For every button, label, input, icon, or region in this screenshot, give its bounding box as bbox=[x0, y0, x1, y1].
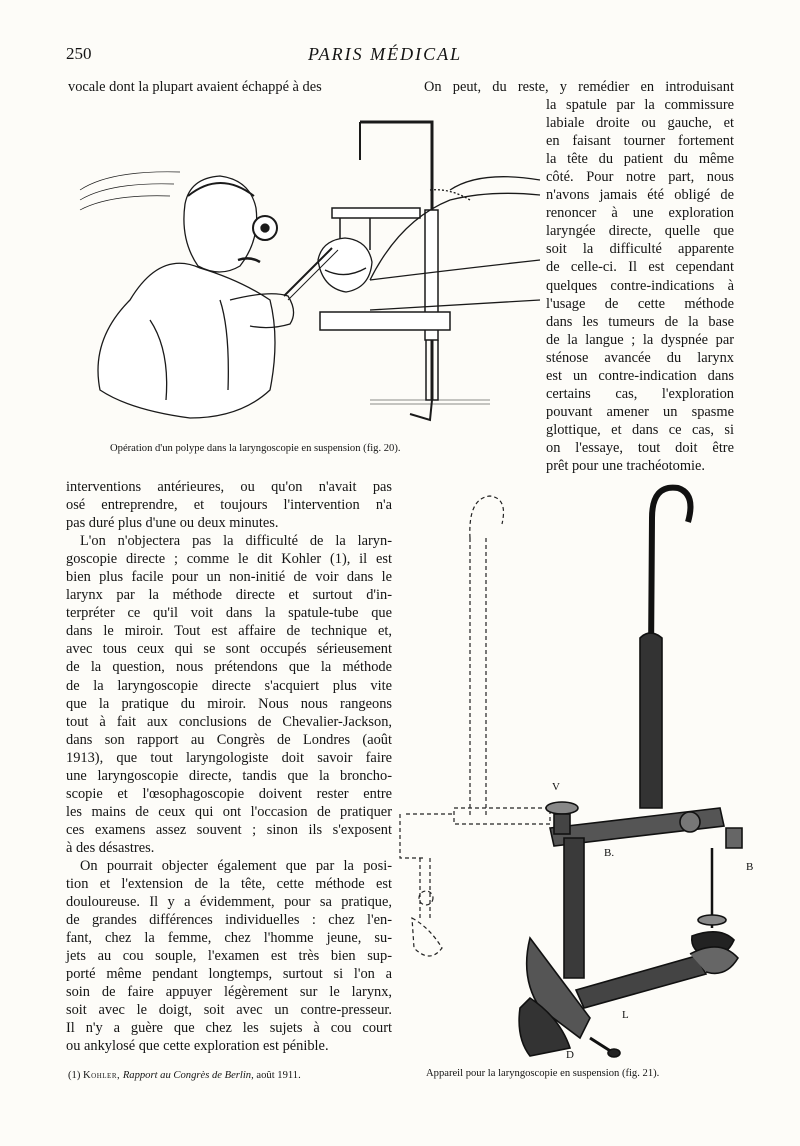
text-line: les mains de ceux qui ont l'occasion de pratiquer bbox=[66, 803, 392, 820]
text-line: de grandes différences individuelles : chez l'en- bbox=[66, 912, 392, 929]
text-line: bien plus facile pour un non-initié de voir dans le bbox=[66, 569, 392, 586]
text-line: on l'essaye, tout doit être bbox=[546, 439, 734, 456]
text-line: une laryngoscopie directe, tandis que la broncho- bbox=[66, 767, 392, 784]
fig21-illustration bbox=[390, 478, 760, 1063]
text-line: soit avec le doigt, soit avec un contre-presseur. bbox=[66, 1002, 392, 1019]
text-line: labiale droite ou gauche, et bbox=[546, 115, 734, 132]
text-line: goscopie directe ; comme le dit Kohler (1), il est bbox=[66, 551, 392, 568]
right-column-paragraph bbox=[424, 78, 734, 475]
fig21-caption: Appareil pour la laryngoscopie en suspension (fig. 21). bbox=[426, 1068, 660, 1079]
text-line: côté. Pour notre part, nous bbox=[546, 169, 734, 186]
text-line: tion et l'extension de la tête, cette méthode est bbox=[66, 876, 392, 893]
text-line: tout à fait aux conclusions de Chevalier-Jackson, bbox=[66, 713, 392, 730]
page-number: 250 bbox=[66, 44, 92, 63]
fig21-label-v: V bbox=[552, 781, 560, 793]
text-line: 1913), que tout laryngologiste doit savoir faire bbox=[66, 749, 392, 766]
text-line: jets au cou souple, l'examen est très bien sup- bbox=[66, 948, 392, 965]
text-line: terpréter ce qu'il voit dans la spatule-tube que bbox=[66, 605, 392, 622]
fig20-caption: Opération d'un polype dans la laryngoscopie en suspension (fig. 20). bbox=[110, 443, 401, 454]
fig21-label-l: L bbox=[622, 1009, 629, 1021]
fig21-label-b2: B bbox=[746, 861, 754, 873]
text-line: n'avons jamais été obligé de bbox=[546, 187, 734, 204]
left-column-paragraph bbox=[66, 478, 392, 1056]
text-line: glottique, et dans ce cas, si bbox=[546, 421, 734, 438]
text-line: dans le miroir. Tout est affaire de technique et, bbox=[66, 623, 392, 640]
text-line: de celle-ci. Il est cependant bbox=[546, 259, 734, 276]
text-line: dans les tumeurs de la base bbox=[546, 313, 734, 330]
text-line: sténose avancée du larynx bbox=[546, 349, 734, 366]
text-line: On pourrait objecter également que par la posi- bbox=[80, 857, 392, 874]
text-line: vocale dont la plupart avaient échappé à des bbox=[68, 79, 322, 95]
text-line: est un contre-indication dans bbox=[546, 367, 734, 384]
text-line: interventions antérieures, ou qu'on n'avait pas bbox=[66, 479, 392, 495]
text-line: Il n'y a guère que chez les sujets à cou court bbox=[66, 1020, 392, 1037]
text-line: douloureuse. Il y a évidemment, pour sa pratique, bbox=[66, 894, 392, 911]
text-line: prêt pour une trachéotomie. bbox=[546, 457, 706, 474]
text-line: pouvant amener un spasme bbox=[546, 403, 734, 420]
text-line: dans son rapport au Congrès de Londres (août bbox=[66, 731, 392, 748]
text-line: larynx par la méthode directe et surtout d'in- bbox=[66, 587, 392, 604]
footnote-date: août 1911. bbox=[256, 1070, 301, 1081]
text-line: à des désastres. bbox=[66, 839, 155, 856]
text-line: pas duré plus d'une ou deux minutes. bbox=[66, 515, 279, 532]
text-line: de la laryngoscopie directe s'acquiert plus vite bbox=[66, 677, 392, 694]
footnote-author: Kohler, bbox=[83, 1070, 121, 1081]
text-line: scopie et l'œsophagoscopie doivent rester entre bbox=[66, 785, 392, 802]
text-line: ces examens assez souvent ; sinon ils s'exposent bbox=[66, 821, 392, 838]
text-line: fant, chez la femme, chez l'homme jeune, su- bbox=[66, 930, 392, 947]
fig21-label-b1: B. bbox=[604, 847, 615, 859]
text-line: certains cas, l'exploration bbox=[546, 385, 734, 402]
text-line: la spatule par la commissure bbox=[546, 97, 734, 114]
text-line: L'on n'objectera pas la difficulté de la laryn- bbox=[80, 533, 392, 550]
text-line: en faisant tourner fortement bbox=[546, 133, 734, 150]
text-line: soin de faire appuyer légèrement sur le larynx, bbox=[66, 984, 392, 1001]
fig21-label-d: D bbox=[566, 1049, 574, 1061]
text-line: quelques contre-indications à bbox=[546, 277, 734, 294]
text-line: osé entreprendre, et toujours l'intervention n'a bbox=[66, 497, 392, 514]
text-line: de la question, nous prétendons que la méthode bbox=[66, 659, 392, 676]
text-line: de la langue ; la dyspnée par bbox=[546, 331, 734, 348]
footnote-marker: (1) bbox=[68, 1070, 81, 1081]
text-line: la tête du patient du même bbox=[546, 151, 734, 168]
text-line: ou ankylosé que cette exploration est pénible. bbox=[66, 1038, 329, 1055]
text-line: l'usage de cette méthode bbox=[546, 295, 734, 312]
text-line: avec tous ceux qui se sont occupés sérieusement bbox=[66, 641, 392, 658]
top-left-paragraph bbox=[68, 78, 392, 96]
journal-title: PARIS MÉDICAL bbox=[308, 44, 463, 64]
text-line: renoncer à une exploration bbox=[546, 205, 734, 222]
text-line: laryngée directe, quelle que bbox=[546, 223, 734, 240]
footnote-title: Rapport au Congrès de Berlin, bbox=[122, 1070, 254, 1081]
text-line: On peut, du reste, y remédier en introduisant bbox=[424, 79, 734, 95]
text-line: porté même pendant longtemps, surtout si l'on a bbox=[66, 966, 392, 983]
text-line: que la pratique du miroir. Nous nous rangeons bbox=[66, 695, 392, 712]
footnote bbox=[68, 1070, 301, 1081]
text-line: soit la difficulté apparente bbox=[546, 241, 734, 258]
